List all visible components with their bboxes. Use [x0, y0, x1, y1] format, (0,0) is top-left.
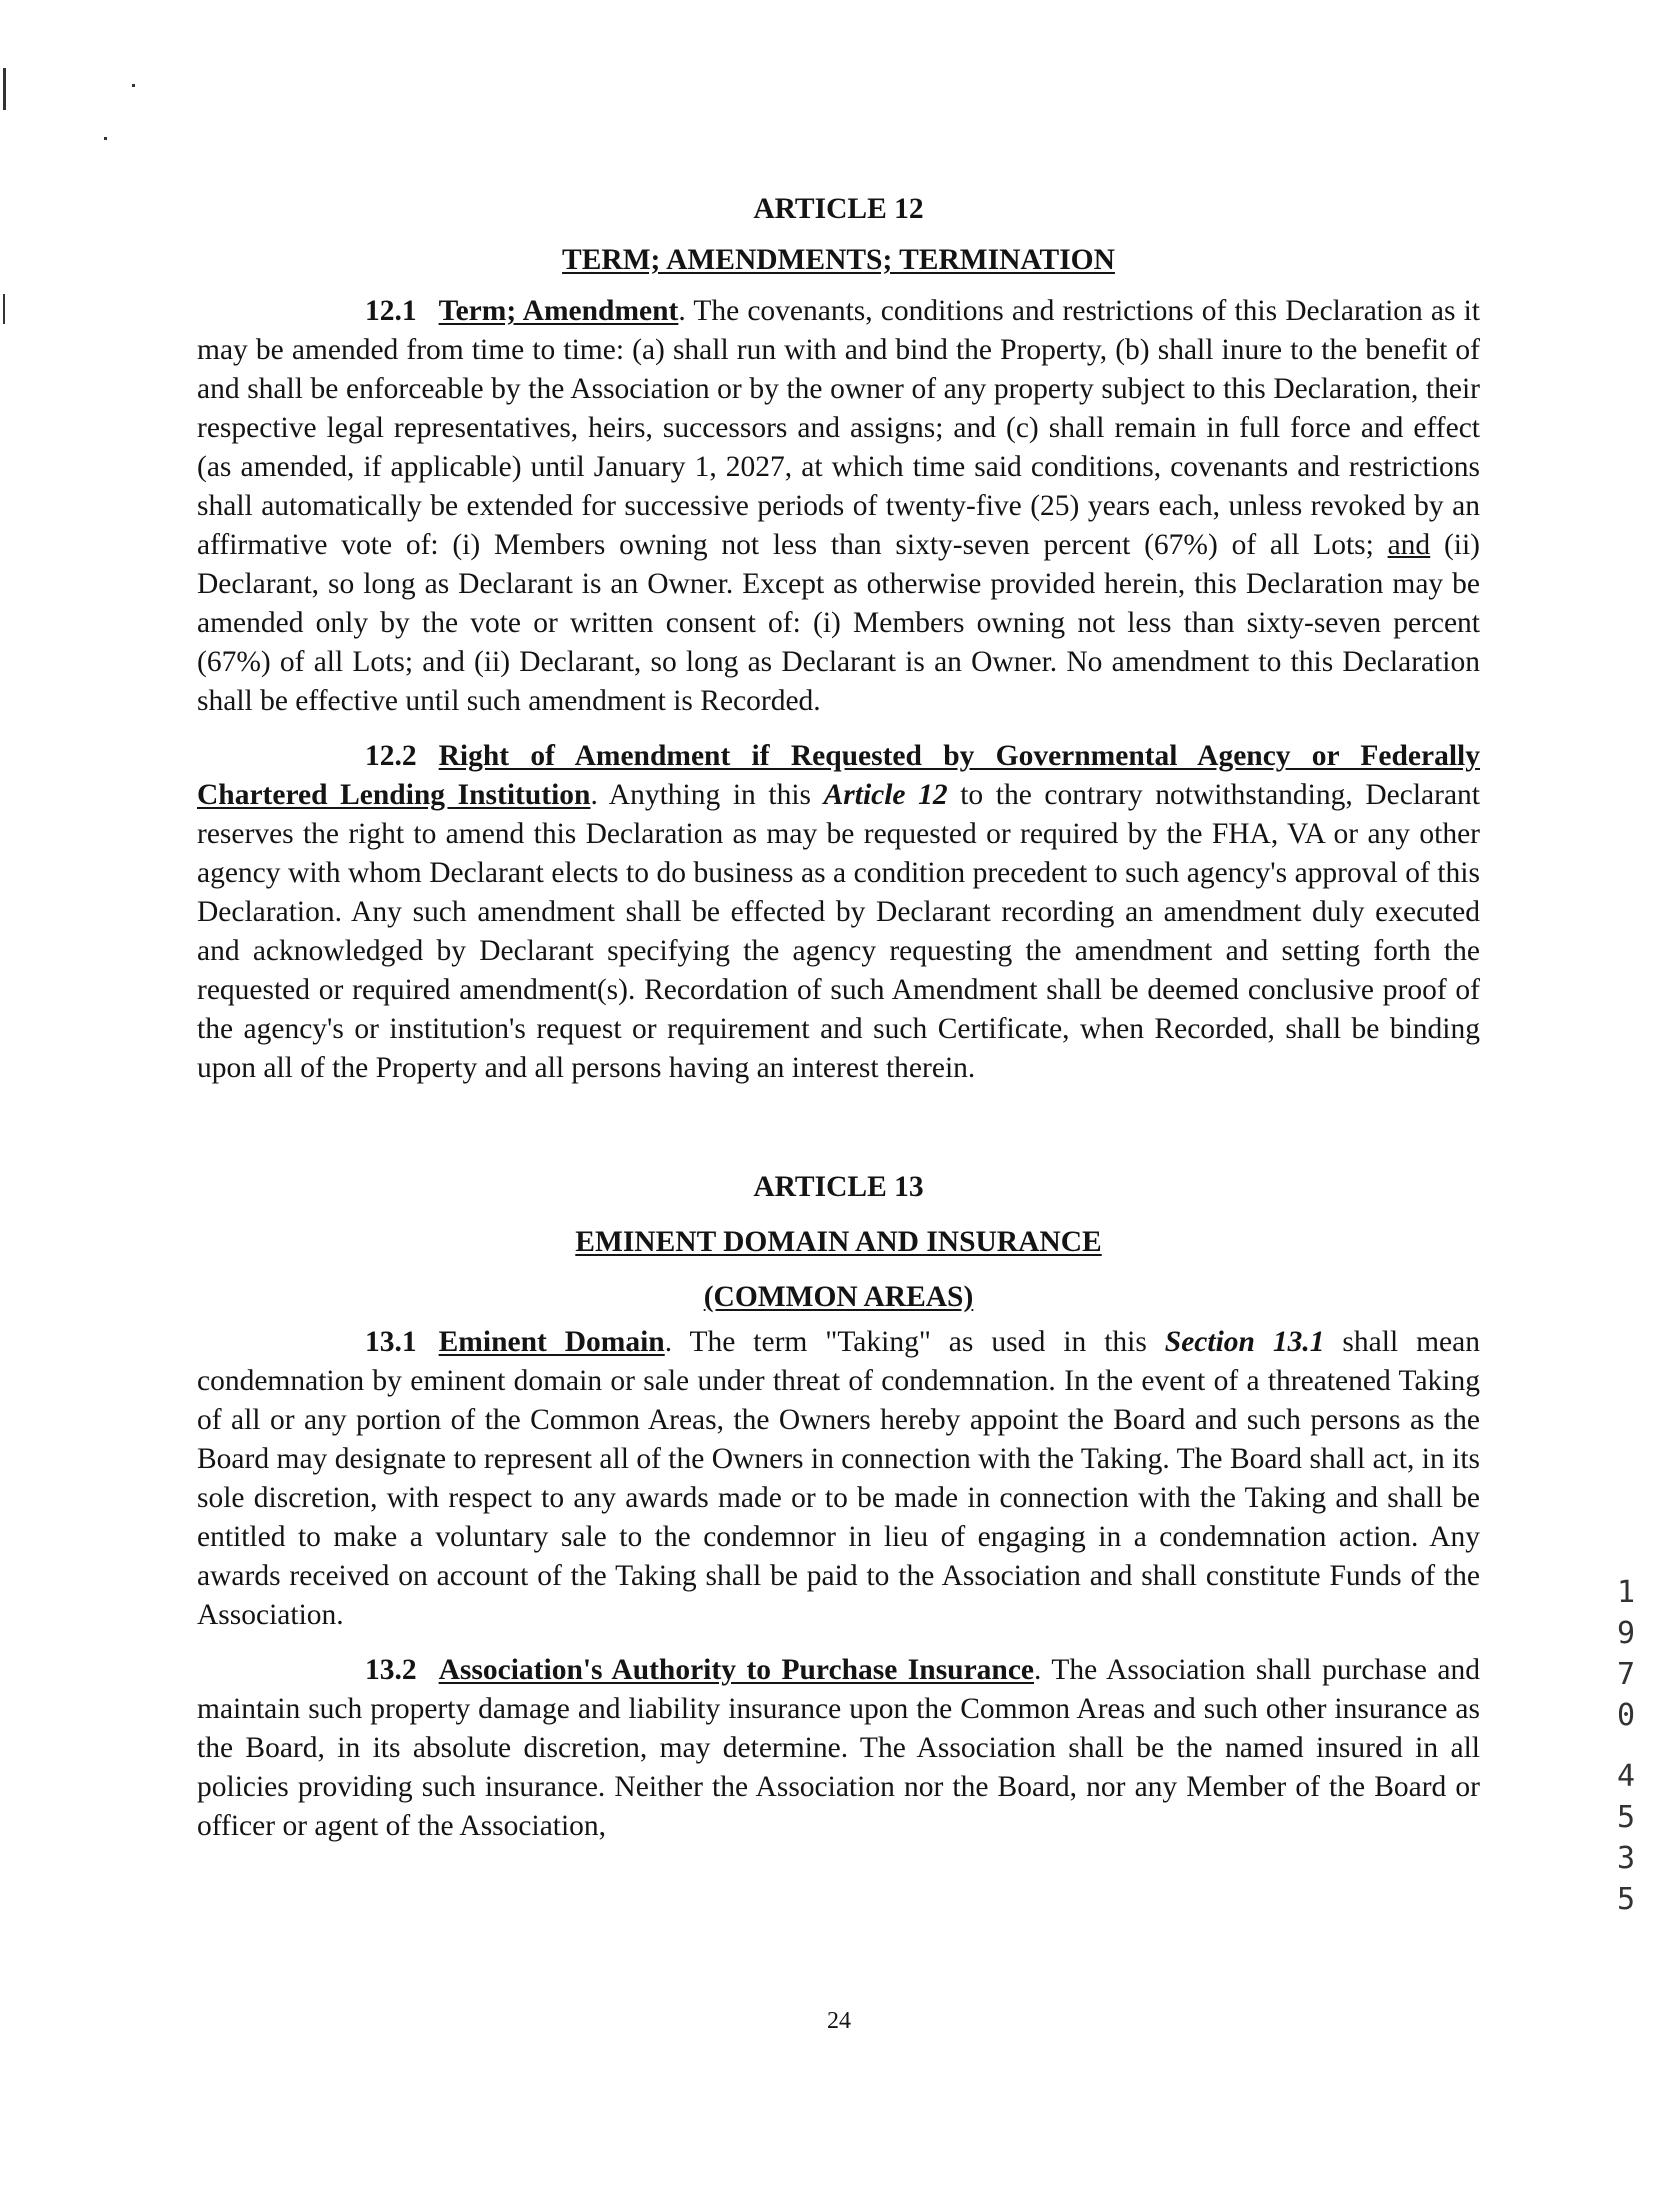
section-reference: Section 13.1 [1164, 1326, 1325, 1358]
document-body [197, 190, 1480, 1846]
article-13-subheading: EMINENT DOMAIN AND INSURANCE [575, 1226, 1102, 1258]
scan-mark [3, 68, 6, 110]
stamp-digit: 4 [1616, 1759, 1636, 1794]
scan-mark [104, 137, 107, 140]
section-number: 13.2 [365, 1654, 417, 1686]
article-12-subheading: TERM; AMENDMENTS; TERMINATION [562, 244, 1115, 276]
stamp-digit: 1 [1616, 1575, 1636, 1610]
scan-mark [132, 84, 135, 87]
section-13-1: 13.1 Eminent Domain. The term "Taking" as used in this Section 13.1 shall mean condemnation by eminent domain or sale under threat of condemnation. In the event of a threatened Taking of all or any portion of the Common Areas, the Owners hereby appoint the Board and such persons as the Board may designate to represent all of the Owners in connection with the Taking. The Board shall act, in its sole discretion, with respect to any awards made or to be made in connection with the Taking and shall be entitled to make a voluntary sale to the condemnor in lieu of engaging in a condemnation action. Any awards received on account of the Taking shall be paid to the Association and shall constitute Funds of the Association. [197, 1326, 1480, 1631]
stamp-digit: 0 [1616, 1698, 1636, 1733]
section-number: 13.1 [365, 1326, 417, 1358]
section-12-2: 12.2 Right of Amendment if Requested by Governmental Agency or Federally Chartered Lending Institution. Anything in this Article 12 to the contrary notwithstanding, Declarant reserves the right to amend this Declaration as may be requested or required by the FHA, VA or any other agency with whom Declarant elects to do business as a condition precedent to such agency's approval of this Declaration. Any such amendment shall be effected by Declarant recording an amendment duly executed and acknowledged by Declarant specifying the agency requesting the amendment and setting forth the requested or required amendment(s). Recordation of such Amendment shall be deemed conclusive proof of the agency's or institution's request or requirement and such Certificate, when Recorded, shall be binding upon all of the Property and all persons having an interest therein. [197, 740, 1480, 1084]
article-13-heading: ARTICLE 13 [753, 1171, 924, 1203]
section-title: Eminent Domain [438, 1326, 665, 1358]
scan-mark [3, 294, 5, 324]
stamp-digit: 5 [1616, 1882, 1636, 1917]
section-13-2: 13.2 Association's Authority to Purchase Insurance. The Association shall purchase and maintain such property damage and liability insurance upon the Common Areas and such other insurance as the Board, in its absolute discretion, may determine. The Association shall be the named insured in all policies providing such insurance. Neither the Association nor the Board, nor any Member of the Board or officer or agent of the Association, [197, 1654, 1480, 1842]
stamp-digit: 3 [1616, 1841, 1636, 1876]
article-13-subheading-2: (COMMON AREAS) [703, 1281, 974, 1313]
article-reference: Article 12 [823, 779, 948, 811]
section-title: Term; Amendment [438, 295, 679, 327]
section-title: Association's Authority to Purchase Insurance [438, 1654, 1035, 1686]
stamp-digit: 9 [1616, 1616, 1636, 1651]
section-number: 12.2 [365, 740, 417, 772]
section-title: Right of Amendment if Requested by Governmental Agency or Federally Chartered Lending Institution [197, 740, 1480, 811]
section-number: 12.1 [365, 295, 417, 327]
stamp-digit: 5 [1616, 1800, 1636, 1835]
recording-number-stamp [1608, 1572, 1644, 1920]
article-12-heading: ARTICLE 12 [753, 193, 924, 225]
section-12-1: 12.1 Term; Amendment. The covenants, conditions and restrictions of this Declaration as it may be amended from time to time: (a) shall run with and bind the Property, (b) shall inure to the benefit of and shall be enforceable by the Association or by the owner of any property subject to this Declaration, their respective legal representatives, heirs, successors and assigns; and (c) shall remain in full force and effect (as amended, if applicable) until January 1, 2027, at which time said conditions, covenants and restrictions shall automatically be extended for successive periods of twenty-five (25) years each, unless revoked by an affirmative vote of: (i) Members owning not less than sixty-seven percent (67%) of all Lots; and (ii) Declarant, so long as Declarant is an Owner. Except as otherwise provided herein, this Declaration may be amended only by the vote or written consent of: (i) Members owning not less than sixty-seven percent (67%) of all Lots; and (ii) Declarant, so long as Declarant is an Owner. No amendment to this Declaration shall be effective until such amendment is Recorded. [197, 295, 1480, 717]
stamp-digit: 7 [1616, 1657, 1636, 1692]
page-number: 24 [827, 2008, 851, 2034]
